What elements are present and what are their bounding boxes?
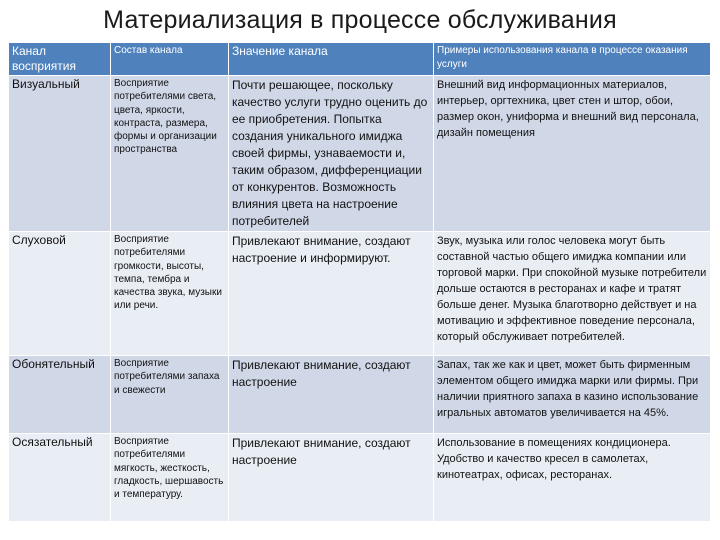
row-meaning-cell: Привлекают внимание, создают настроение и информируют. xyxy=(229,232,434,356)
row-composition-cell: Восприятие потребителями мягкость, жесткость, гладкость, шершавость и температуру. xyxy=(111,434,229,522)
row-meaning-cell: Почти решающее, поскольку качество услуги трудно оценить до ее приобретения. Попытка создания уникального имиджа своей фирмы, узнаваемости и, таким образом, дифференциации от конкурентов. Возможность влияния цвета на настроение потребителей xyxy=(229,76,434,232)
row-channel-cell: Осязательный xyxy=(9,434,111,522)
header-examples: Примеры использования канала в процессе оказания услуги xyxy=(434,43,711,76)
table-row xyxy=(9,76,711,232)
row-channel-cell: Визуальный xyxy=(9,76,111,232)
table-header-row xyxy=(9,43,711,76)
table-row xyxy=(9,434,711,522)
header-channel: Канал восприятия xyxy=(9,43,111,76)
row-channel-cell: Слуховой xyxy=(9,232,111,356)
row-composition-cell: Восприятие потребителями запаха и свежести xyxy=(111,356,229,434)
row-examples-cell: Звук, музыка или голос человека могут быть составной частью общего имиджа компании или торговой марки. При спокойной музыке потребители дольше остаются в ресторанах и кафе и тратят больше денег. Музыка благотворно действует и на мотивацию и эффективное поведение персонала, который обслуживает потребителей. xyxy=(434,232,711,356)
table-row xyxy=(9,232,711,356)
row-examples-cell: Использование в помещениях кондиционера. Удобство и качество кресел в самолетах, кинотеатрах, офисах, ресторанах. xyxy=(434,434,711,522)
header-meaning: Значение канала xyxy=(229,43,434,76)
row-examples-cell: Внешний вид информационных материалов, интерьер, оргтехника, цвет стен и штор, обои, размер окон, униформа и внешний вид персонала, дизайн помещения xyxy=(434,76,711,232)
row-channel-cell: Обонятельный xyxy=(9,356,111,434)
service-materialization-table xyxy=(8,42,711,522)
row-examples-cell: Запах, так же как и цвет, может быть фирменным элементом общего имиджа марки или фирмы. При наличии приятного запаха в казино использование игральных автоматов увеличивается на 45%. xyxy=(434,356,711,434)
page-title: Материализация в процессе обслуживания xyxy=(103,6,617,34)
row-composition-cell: Восприятие потребителями громкости, высоты, темпа, тембра и качества звука, музыки или речи. xyxy=(111,232,229,356)
row-composition-cell: Восприятие потребителями света, цвета, яркости, контраста, размера, формы и организации пространства xyxy=(111,76,229,232)
table-row xyxy=(9,356,711,434)
header-composition: Состав канала xyxy=(111,43,229,76)
row-meaning-cell: Привлекают внимание, создают настроение xyxy=(229,434,434,522)
row-meaning-cell: Привлекают внимание, создают настроение xyxy=(229,356,434,434)
